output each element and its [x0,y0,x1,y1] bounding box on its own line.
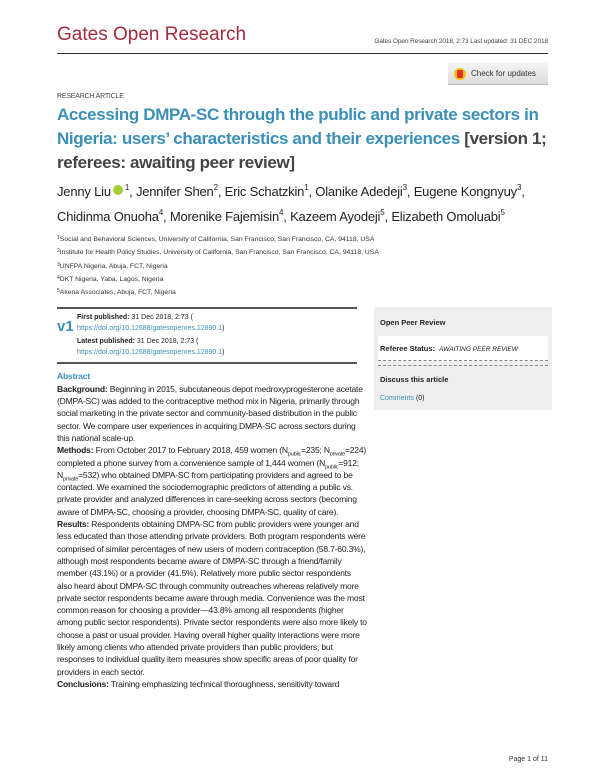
affiliation-number: 4 [57,274,60,281]
header-info: Gates Open Research 2018, 2:73 Last updated: 31 DEC 2018 [374,38,548,45]
methods-text: =912; N [57,457,359,480]
author[interactable]: Olanike Adedeji [315,184,403,199]
subscript: private [329,451,345,458]
latest-published-label: Latest published: [77,338,135,346]
content-row [57,307,552,690]
methods-text: =224) completed a phone survey from a convenience sample of 1,444 women (N [57,445,367,468]
orcid-icon[interactable] [113,185,123,195]
crossmark-icon [454,68,466,80]
comments-count: (0) [415,395,425,403]
methods-text: =532) who obtained DMPA-SC from participating providers and agreed to be contacted. We examined the sociodemographic predictors of attending a public vs. private provider and analyzed differences in care-seeking across sectors (becoming aware of DMPA-SC, choosing a provider, choosing DMPA-SC, quality of care). [57,469,357,517]
affiliation-number: 2 [57,248,60,255]
affiliation [57,260,552,273]
author[interactable]: Morenike Fajemisin [169,209,279,224]
author[interactable]: Jennifer Shen [135,184,214,199]
conclusions-text: Training emphasizing technical thoroughness, sensitivity toward [108,678,340,689]
title-text: Accessing DMPA-SC through the public and private sectors in Nigeria: users’ characteristics and their experiences [57,105,539,148]
affiliation-number: 3 [402,183,407,192]
abstract-heading: Abstract [57,371,90,382]
discuss-heading: Discuss this article [380,375,449,385]
abstract-results [57,518,367,678]
author-list: Jenny Liu $^1$, Jennifer Shen$^2$, Eric Schatzkin$^1$, Olanike Adedeji$^3$, Eugene Kongnyuy$^3$, Chidinma Onuoha$^4$, Morenike Fajemisin$^4$, Kazeem Ayodeji$^5$, Elizabeth Omoluabi$^5$ [57,183,525,224]
publication-block [57,309,359,362]
check-updates-label: Check for updates [471,69,536,78]
article-type: RESEARCH ARTICLE [57,93,124,100]
affiliation-number: 3 [57,261,60,268]
peer-review-heading: Open Peer Review [380,318,446,328]
methods-label: Methods: [57,445,94,456]
affiliation-number: 5 [380,208,385,217]
results-text: Respondents obtaining DMPA-SC from public providers were younger and less educated than those attending private providers. Both program respondents were comprised of similar percentages of new users of modern contraception (58.7-60.3%), although most respondents became aware of DMPA-SC through a friend/family member (43.1%) or a provider (41.5%). Relatively more public sector respondents also heard about DMPA-SC through community outreaches whereas relatively more private sector respondents became aware through media. Convenience was the most common reason for choosing a provider—43.8% among all respondents (higher among public sector respondents). Private sector respondents were also more likely to choose a past or usual provider. Having overall higher quality interactions were more likely among clients who attended private providers than public providers, but responses to individual quality item measures show specific areas of poor quality for providers in each sector. [57,519,367,677]
affiliation-number: 3 [516,183,522,192]
author[interactable]: Kazeem Ayodeji [290,209,381,224]
left-column [57,307,367,690]
header-divider [57,53,548,54]
affiliation-text: Institute for Health Policy Studies, University of California, San Francisco, San Francisco, CA, 94118, USA [59,249,379,257]
first-published-label: First published: [77,314,130,322]
open-peer-review-panel [374,307,552,410]
first-doi-link[interactable]: https://doi.org/10.12688/gatesopenres.12890.1 [77,324,223,332]
background-text: Beginning in 2015, subcutaneous depot medroxyprogesterone acetate (DMPA-SC) was added to the contraceptive method mix in Nigeria, primarily through social marketing in the private sector and community-based distribution in the public sector. We compare user experiences in acquiring DMPA-SC across sectors during this national scale-up. [57,383,363,443]
author[interactable]: Jenny Liu [57,184,111,199]
first-published-value: 31 Dec 2018, 2:73 ( [131,314,193,322]
affiliation-number: 1 [304,183,309,192]
latest-published-value: 31 Dec 2018, 2:73 ( [136,338,199,346]
affiliation-text: Akena Associates, Abuja, FCT, Nigeria [59,289,176,297]
affiliation [57,246,552,259]
affiliation-number: 5 [57,288,60,295]
journal-name: Gates Open Research [57,24,247,45]
author[interactable]: Eugene Kongnyuy [413,184,517,199]
affiliation-text: DKT Nigeria, Yaba, Lagos, Nigeria [59,275,164,283]
affiliation-number: 2 [213,183,218,192]
version-note: [version 1; referees: awaiting peer review] [57,129,547,172]
affiliation [57,273,552,286]
paren: ) [222,348,225,356]
author[interactable]: Chidinma Onuoha [57,209,159,224]
abstract [57,370,367,690]
divider [378,361,548,366]
referee-status-value: AWAITING PEER REVIEW [439,346,518,354]
affiliation-number: 5 [500,208,505,217]
affiliation-number: 4 [158,208,164,217]
page-number: Page 1 of 11 [508,756,548,763]
subscript: public [287,451,302,458]
affiliation-number: 1 [57,235,60,241]
methods-text: From October 2017 to February 2018, 459 women (N [93,445,288,456]
article-title [57,103,552,175]
abstract-background [57,383,367,444]
subscript: public [325,464,339,471]
conclusions-label: Conclusions: [57,678,109,689]
methods-text: =235; N [301,445,330,456]
comments-link[interactable]: Comments [380,395,414,403]
affiliation [57,286,552,299]
referee-status [378,336,548,361]
abstract-methods [57,444,367,518]
affiliation-text: UNFPA Nigeria, Abuja, FCT, Nigeria [59,262,168,270]
author[interactable]: Elizabeth Omoluabi [391,209,501,224]
author[interactable]: Eric Schatzkin [224,184,305,199]
paren: ) [222,324,225,332]
check-for-updates-button[interactable] [448,63,548,85]
affiliation-text: Social and Behavioral Sciences, University of California, San Francisco, San Francisco, CA, 94118, USA [59,236,375,243]
background-label: Background: [57,383,108,394]
right-column [374,307,552,410]
affiliation-number: 1 [124,183,130,192]
abstract-conclusions [57,678,367,690]
results-label: Results: [57,519,90,530]
version-badge: v1 [57,318,74,336]
article-body [57,92,552,690]
subscript: private [62,476,79,483]
publication-info [77,313,225,358]
affiliation [57,233,552,246]
affiliation-number: 4 [278,208,284,217]
latest-doi-link[interactable]: https://doi.org/10.12688/gatesopenres.12890.1 [77,348,223,356]
affiliation-list [57,233,552,299]
divider [57,362,357,364]
referee-status-label: Referee Status: [380,344,436,354]
